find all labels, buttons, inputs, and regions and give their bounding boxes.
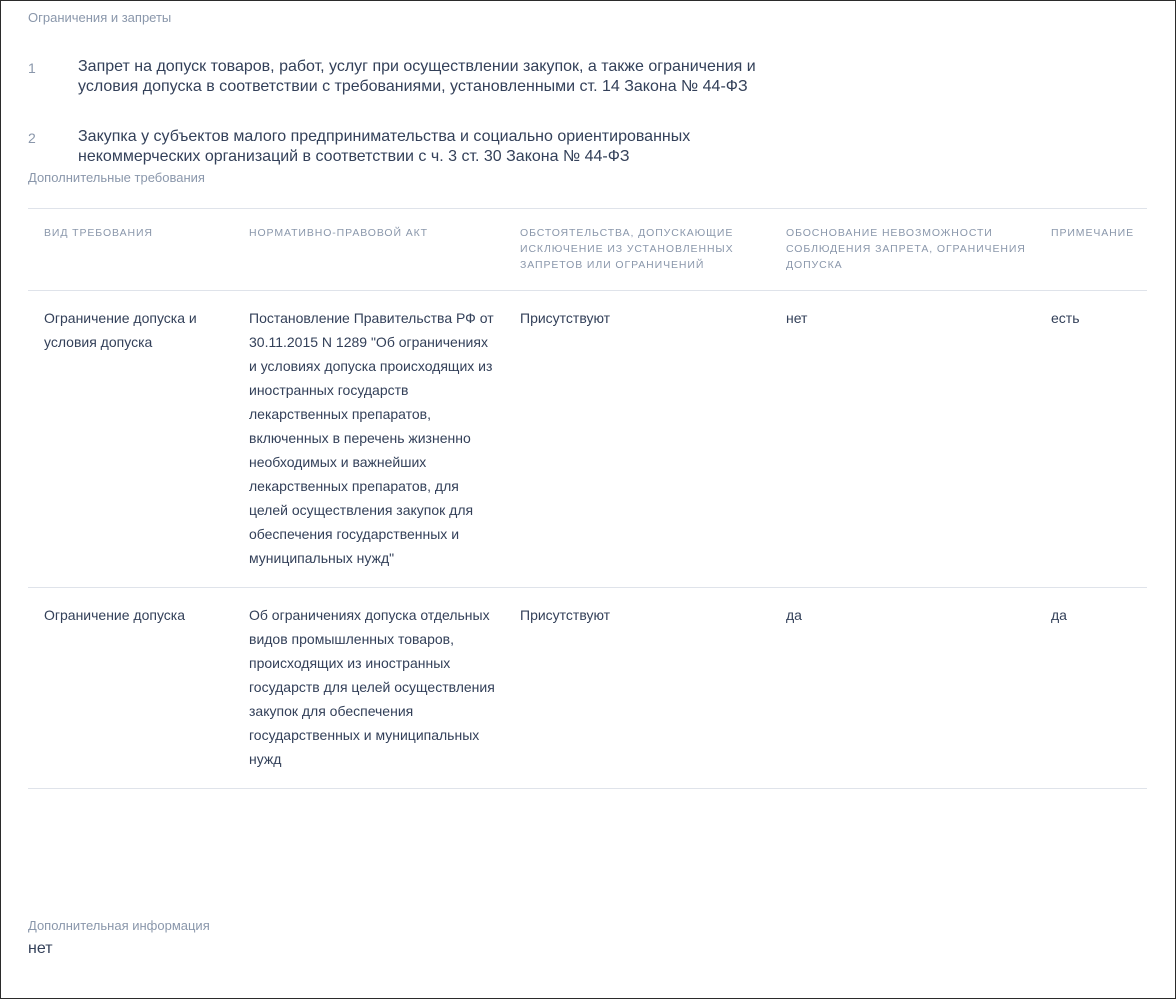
table-header-row xyxy=(28,209,1147,291)
restriction-number: 1 xyxy=(28,60,36,76)
restriction-text: Закупка у субъектов малого предпринимательства и социально ориентированных некоммерческих организаций в соответствии с ч. 3 ст. 30 Закона № 44-ФЗ xyxy=(78,128,691,165)
restriction-text: Запрет на допуск товаров, работ, услуг при осуществлении закупок, а также ограничения и условия допуска в соответствии с требованиями, установленными ст. 14 Закона № 44-ФЗ xyxy=(78,58,756,95)
column-header-type: ВИД ТРЕБОВАНИЯ xyxy=(44,227,153,239)
cell-act: Постановление Правительства РФ от 30.11.2015 N 1289 "Об ограничениях и условиях допуска происходящих из иностранных государств лекарственных препаратов, включенных в перечень жизненно необходимых и важнейших лекарственных препаратов, для целей осуществления закупок для обеспечения государственных и муниципальных нужд" xyxy=(249,310,494,566)
requirements-label: Дополнительные требования xyxy=(28,170,205,185)
cell-justification: да xyxy=(786,607,802,623)
cell-act: Об ограничениях допуска отдельных видов промышленных товаров, происходящих из иностранных государств для целей осуществления закупок для обеспечения государственных и муниципальных нужд xyxy=(249,607,495,767)
column-header-circumstances: ОБСТОЯТЕЛЬСТВА, ДОПУСКАЮЩИЕ ИСКЛЮЧЕНИЕ ИЗ УСТАНОВЛЕННЫХ ЗАПРЕТОВ ИЛИ ОГРАНИЧЕНИЙ xyxy=(520,227,734,271)
additional-info-value: нет xyxy=(28,940,53,957)
restrictions-label: Ограничения и запреты xyxy=(28,10,172,25)
cell-type: Ограничение допуска xyxy=(44,607,186,623)
table-row xyxy=(28,588,1147,789)
cell-circumstances: Присутствуют xyxy=(520,310,611,326)
additional-info-label: Дополнительная информация xyxy=(28,918,210,933)
cell-circumstances: Присутствуют xyxy=(520,607,611,623)
cell-type: Ограничение допуска и условия допуска xyxy=(44,310,197,350)
column-header-note: ПРИМЕЧАНИЕ xyxy=(1051,227,1134,239)
cell-note: есть xyxy=(1051,310,1080,326)
restriction-number: 2 xyxy=(28,130,36,146)
requirements-table xyxy=(28,208,1147,789)
column-header-justification: ОБОСНОВАНИЕ НЕВОЗМОЖНОСТИ СОБЛЮДЕНИЯ ЗАПРЕТА, ОГРАНИЧЕНИЯ ДОПУСКА xyxy=(786,227,1026,271)
cell-note: да xyxy=(1051,607,1067,623)
table-row xyxy=(28,291,1147,588)
column-header-act: НОРМАТИВНО-ПРАВОВОЙ АКТ xyxy=(249,227,428,239)
cell-justification: нет xyxy=(786,310,808,326)
